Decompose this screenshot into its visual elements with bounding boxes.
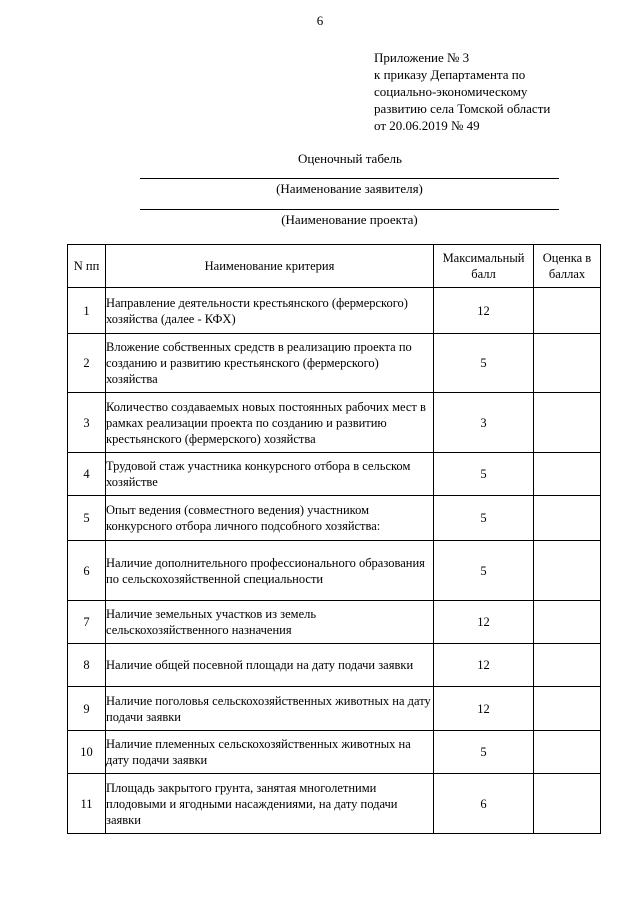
row-number: 1: [68, 288, 106, 334]
applicant-caption: (Наименование заявителя): [276, 181, 423, 196]
appendix-line: к приказу Департамента по: [374, 67, 526, 82]
criteria-table: [67, 244, 601, 834]
criterion-name: Трудовой стаж участника конкурсного отбора в сельском хозяйстве: [106, 453, 434, 496]
page-number: 6: [316, 13, 324, 28]
table-row: [68, 731, 601, 774]
table-row: [68, 601, 601, 644]
row-number: 5: [68, 496, 106, 541]
score-cell[interactable]: [534, 393, 601, 453]
header-max-score: Максимальный балл: [434, 245, 534, 288]
appendix-line: социально-экономическому: [374, 84, 528, 99]
score-cell[interactable]: [534, 774, 601, 834]
score-cell[interactable]: [534, 731, 601, 774]
row-number: 4: [68, 453, 106, 496]
max-score: 6: [434, 774, 534, 834]
max-score: 12: [434, 644, 534, 687]
table-row: [68, 288, 601, 334]
score-cell[interactable]: [534, 601, 601, 644]
table-row: [68, 541, 601, 601]
max-score: 5: [434, 541, 534, 601]
table-row: [68, 496, 601, 541]
appendix-block: [374, 49, 604, 134]
header-criterion: Наименование критерия: [106, 245, 434, 288]
max-score: 5: [434, 453, 534, 496]
appendix-line: Приложение № 3: [374, 50, 470, 65]
criterion-name: Количество создаваемых новых постоянных рабочих мест в рамках реализации проекта по созданию и развитию крестьянского (фермерского) хозяйства: [106, 393, 434, 453]
max-score: 12: [434, 288, 534, 334]
score-cell[interactable]: [534, 453, 601, 496]
header-score: Оценка в баллах: [534, 245, 601, 288]
score-cell[interactable]: [534, 288, 601, 334]
project-caption: (Наименование проекта): [281, 212, 418, 227]
row-number: 6: [68, 541, 106, 601]
table-header-row: [68, 245, 601, 288]
criterion-name: Опыт ведения (совместного ведения) участником конкурсного отбора личного подсобного хозяйства:: [106, 496, 434, 541]
table-row: [68, 334, 601, 393]
table-row: [68, 393, 601, 453]
appendix-line: от 20.06.2019 № 49: [374, 118, 480, 133]
row-number: 7: [68, 601, 106, 644]
criterion-name: Площадь закрытого грунта, занятая многолетними плодовыми и ягодными насаждениями, на дату подачи заявки: [106, 774, 434, 834]
criterion-name: Наличие племенных сельскохозяйственных животных на дату подачи заявки: [106, 731, 434, 774]
row-number: 8: [68, 644, 106, 687]
score-cell[interactable]: [534, 496, 601, 541]
form-title: Оценочный табель: [298, 151, 402, 166]
row-number: 9: [68, 687, 106, 731]
score-cell[interactable]: [534, 541, 601, 601]
table-row: [68, 453, 601, 496]
max-score: 12: [434, 687, 534, 731]
row-number: 10: [68, 731, 106, 774]
row-number: 11: [68, 774, 106, 834]
row-number: 2: [68, 334, 106, 393]
row-number: 3: [68, 393, 106, 453]
score-cell[interactable]: [534, 334, 601, 393]
appendix-line: развитию села Томской области: [374, 101, 551, 116]
criterion-name: Наличие земельных участков из земель сельскохозяйственного назначения: [106, 601, 434, 644]
score-cell[interactable]: [534, 687, 601, 731]
max-score: 5: [434, 334, 534, 393]
applicant-fill-line: [140, 178, 559, 179]
project-fill-line: [140, 209, 559, 210]
criterion-name: Наличие общей посевной площади на дату подачи заявки: [106, 644, 434, 687]
criterion-name: Наличие поголовья сельскохозяйственных животных на дату подачи заявки: [106, 687, 434, 731]
max-score: 12: [434, 601, 534, 644]
score-cell[interactable]: [534, 644, 601, 687]
table-row: [68, 774, 601, 834]
table-row: [68, 644, 601, 687]
max-score: 5: [434, 496, 534, 541]
criterion-name: Вложение собственных средств в реализацию проекта по созданию и развитию крестьянского (фермерского) хозяйства: [106, 334, 434, 393]
table-row: [68, 687, 601, 731]
criterion-name: Наличие дополнительного профессионального образования по сельскохозяйственной специальности: [106, 541, 434, 601]
max-score: 3: [434, 393, 534, 453]
max-score: 5: [434, 731, 534, 774]
criterion-name: Направление деятельности крестьянского (фермерского) хозяйства (далее - КФХ): [106, 288, 434, 334]
header-num: N пп: [68, 245, 106, 288]
